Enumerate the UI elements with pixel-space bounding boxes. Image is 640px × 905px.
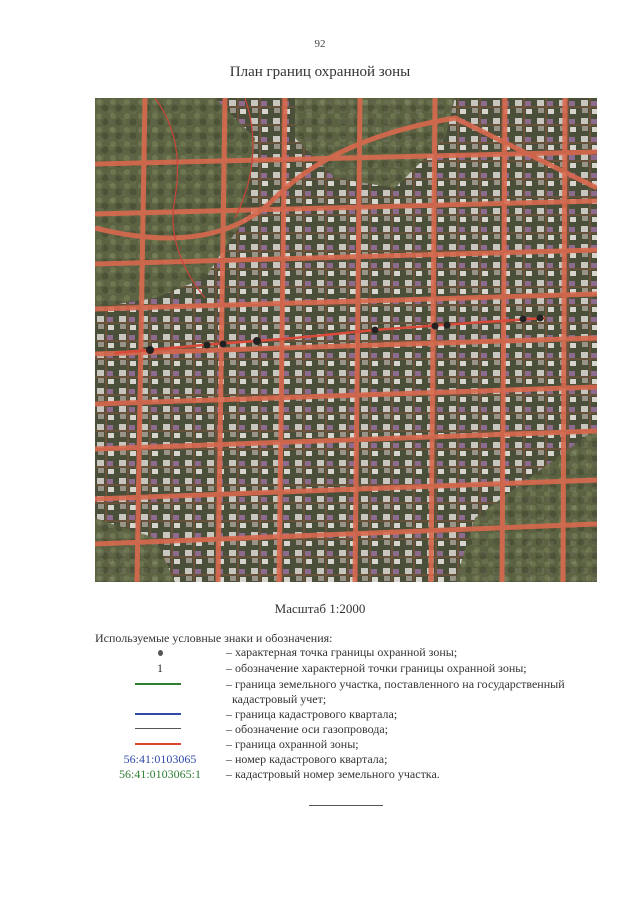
legend-text: – обозначение характерной точки границы охранной зоны;: [226, 661, 527, 675]
legend-text: – номер кадастрового квартала;: [226, 752, 388, 766]
legend-text: кадастровый учет;: [232, 692, 327, 706]
legend-item-land-plot-boundary-cont: [95, 692, 605, 706]
legend-heading: Используемые условные знаки и обозначения:: [95, 631, 333, 645]
footer-divider: [309, 805, 383, 806]
legend-item-point-number: [95, 661, 605, 675]
boundary-point-dot-icon: [95, 645, 225, 659]
map-scale: Масштаб 1:2000: [274, 601, 366, 616]
legend-text: – кадастровый номер земельного участка.: [226, 767, 440, 781]
aerial-map-image: [95, 98, 597, 582]
green-line-icon: [95, 677, 225, 691]
legend-item-boundary-point: [95, 645, 605, 659]
legend-item-land-plot-boundary: [95, 677, 605, 691]
legend-text: – обозначение оси газопровода;: [226, 722, 389, 736]
legend-item-cadastral-number: [95, 767, 605, 781]
legend-text: – граница земельного участка, поставленного на государственный: [226, 677, 565, 691]
legend-item-gas-pipeline-axis: [95, 722, 605, 736]
legend-text: – характерная точка границы охранной зоны;: [226, 645, 458, 659]
legend-symbol-quarter-number: 56:41:0103065: [123, 752, 197, 766]
legend-item-quarter-boundary: [95, 707, 605, 721]
legend-item-protection-zone-boundary: [95, 737, 605, 751]
legend-item-quarter-number: [95, 752, 605, 766]
legend-text: – граница кадастрового квартала;: [226, 707, 398, 721]
legend-symbol-cadastral-number: 56:41:0103065:1: [118, 767, 201, 781]
gray-line-icon: [95, 722, 225, 736]
red-line-icon: [95, 737, 225, 751]
page-title: План границ охранной зоны: [229, 64, 411, 80]
map-drawing: [95, 98, 597, 582]
legend-text: – граница охранной зоны;: [226, 737, 359, 751]
legend-symbol-number: 1: [157, 661, 163, 675]
blue-line-icon: [95, 707, 225, 721]
page-number: 92: [314, 38, 326, 50]
